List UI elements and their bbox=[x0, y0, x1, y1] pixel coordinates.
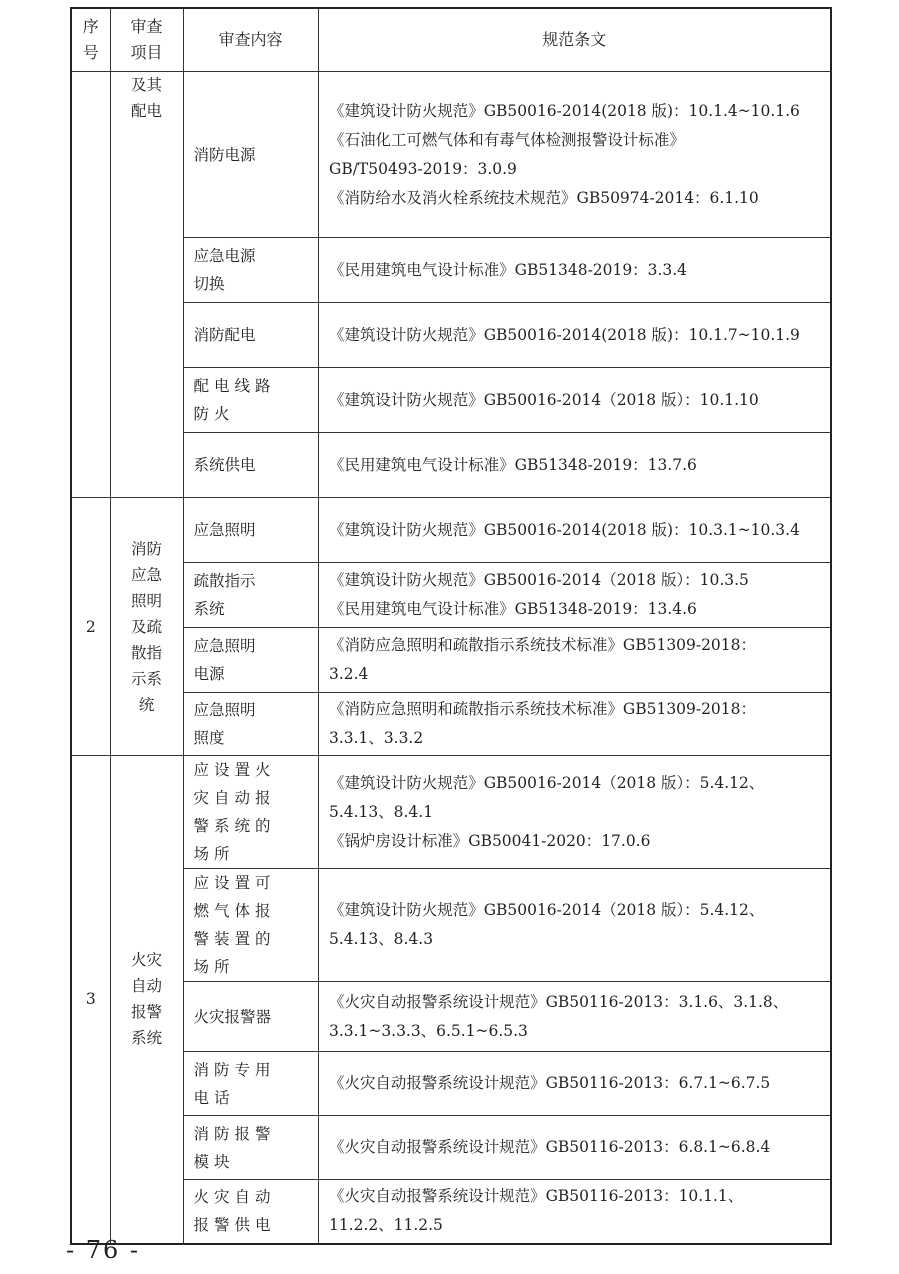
table-row bbox=[71, 982, 831, 1052]
reference-line: 《建筑设计防火规范》GB50016-2014（2018 版）：5.4.12、 bbox=[328, 901, 764, 919]
reference-line: 3.3.1、3.3.2 bbox=[328, 729, 423, 747]
review-item-text: 火灾自动报警供电 bbox=[193, 1188, 276, 1235]
review-item bbox=[183, 368, 318, 433]
section-index-text: 3 bbox=[85, 990, 96, 1009]
review-item bbox=[183, 72, 318, 238]
review-item-text: 消防专用电话 bbox=[193, 1060, 276, 1107]
reference-line: 《建筑设计防火规范》GB50016-2014（2018 版）：10.1.10 bbox=[328, 390, 759, 409]
reference-cell bbox=[318, 72, 831, 238]
review-item-text: 应设置可燃气体报警装置的场所 bbox=[193, 874, 276, 976]
table-row bbox=[71, 756, 831, 869]
table-header-row bbox=[71, 8, 831, 72]
reference-line: 11.2.2、11.2.5 bbox=[328, 1216, 443, 1235]
review-item bbox=[183, 693, 318, 756]
review-item bbox=[183, 1180, 318, 1244]
reference-cell bbox=[318, 869, 831, 982]
review-item-text: 应急照明 bbox=[193, 521, 256, 539]
reference-line: 《锅炉房设计标准》GB50041-2020：17.0.6 bbox=[328, 831, 650, 850]
reference-line: 《建筑设计防火规范》GB50016-2014(2018 版)：10.1.4~10.1.6 bbox=[328, 101, 800, 120]
reference-cell bbox=[318, 1052, 831, 1116]
section-index-text: 2 bbox=[85, 617, 96, 636]
reference-line: 《建筑设计防火规范》GB50016-2014(2018 版)：10.1.7~10.1.9 bbox=[328, 325, 800, 344]
reference-cell bbox=[318, 693, 831, 756]
reference-line: GB/T50493-2019：3.0.9 bbox=[328, 159, 517, 178]
reference-line: 《消防给水及消火栓系统技术规范》GB50974-2014：6.1.10 bbox=[328, 188, 759, 207]
reference-line: 《火灾自动报警系统设计规范》GB50116-2013：10.1.1、 bbox=[328, 1187, 743, 1206]
reference-line: 《民用建筑电气设计标准》GB51348-2019：3.3.4 bbox=[328, 260, 687, 279]
reference-line: 5.4.13、8.4.1 bbox=[328, 802, 433, 821]
section-project bbox=[110, 498, 183, 756]
table-row bbox=[71, 72, 831, 238]
review-item-text: 应设置火灾自动报警系统的场所 bbox=[193, 761, 276, 863]
reference-line: 《消防应急照明和疏散指示系统技术标准》GB51309-2018： bbox=[328, 636, 756, 654]
review-item-text: 应急照明照度 bbox=[193, 701, 256, 747]
review-item-text: 疏散指示系统 bbox=[193, 572, 256, 618]
reference-cell bbox=[318, 756, 831, 869]
review-item-text: 消防配电 bbox=[193, 326, 256, 344]
review-item bbox=[183, 1052, 318, 1116]
table-row bbox=[71, 498, 831, 563]
table-row bbox=[71, 433, 831, 498]
header-index: 序号 bbox=[71, 8, 110, 72]
reference-line: 《建筑设计防火规范》GB50016-2014（2018 版）：10.3.5 bbox=[328, 571, 749, 589]
review-table bbox=[70, 7, 832, 1245]
section-project-text: 及其配电 bbox=[130, 76, 162, 120]
section-project bbox=[110, 72, 183, 498]
section-project bbox=[110, 756, 183, 1244]
review-item bbox=[183, 433, 318, 498]
header-reference: 规范条文 bbox=[318, 8, 831, 72]
reference-line: 《火灾自动报警系统设计规范》GB50116-2013：6.8.1~6.8.4 bbox=[328, 1138, 770, 1156]
reference-line: 《民用建筑电气设计标准》GB51348-2019：13.4.6 bbox=[328, 600, 697, 618]
reference-cell bbox=[318, 498, 831, 563]
review-item-text: 消防电源 bbox=[193, 145, 256, 164]
review-item-text: 消防报警模块 bbox=[193, 1124, 276, 1171]
review-item bbox=[183, 498, 318, 563]
table-row bbox=[71, 869, 831, 982]
reference-cell bbox=[318, 982, 831, 1052]
table-row bbox=[71, 303, 831, 368]
reference-cell bbox=[318, 433, 831, 498]
reference-cell bbox=[318, 368, 831, 433]
reference-line: 《石油化工可燃气体和有毒气体检测报警设计标准》 bbox=[328, 130, 685, 149]
reference-line: 3.2.4 bbox=[328, 665, 368, 683]
page-number: - 76 - bbox=[66, 1236, 141, 1264]
table-row bbox=[71, 693, 831, 756]
review-item bbox=[183, 238, 318, 303]
reference-cell bbox=[318, 628, 831, 693]
table-row bbox=[71, 628, 831, 693]
review-item bbox=[183, 756, 318, 869]
table-row bbox=[71, 238, 831, 303]
reference-line: 《火灾自动报警系统设计规范》GB50116-2013：6.7.1~6.7.5 bbox=[328, 1074, 770, 1092]
review-item bbox=[183, 563, 318, 628]
review-item bbox=[183, 869, 318, 982]
header-project: 审查项目 bbox=[110, 8, 183, 72]
section-index bbox=[71, 498, 110, 756]
section-project-text: 消防应急照明及疏散指示系统 bbox=[130, 539, 162, 714]
review-item bbox=[183, 303, 318, 368]
section-index bbox=[71, 72, 110, 498]
table-row bbox=[71, 1052, 831, 1116]
review-item-text: 应急照明电源 bbox=[193, 637, 256, 683]
header-item: 审查内容 bbox=[183, 8, 318, 72]
reference-line: 3.3.1~3.3.3、6.5.1~6.5.3 bbox=[328, 1021, 528, 1040]
table-body bbox=[71, 72, 831, 1244]
review-item-text: 系统供电 bbox=[193, 456, 256, 474]
reference-line: 5.4.13、8.4.3 bbox=[328, 930, 433, 948]
table-row bbox=[71, 1180, 831, 1244]
reference-cell bbox=[318, 563, 831, 628]
reference-line: 《民用建筑电气设计标准》GB51348-2019：13.7.6 bbox=[328, 455, 697, 474]
reference-line: 《消防应急照明和疏散指示系统技术标准》GB51309-2018： bbox=[328, 700, 756, 718]
reference-line: 《火灾自动报警系统设计规范》GB50116-2013：3.1.6、3.1.8、 bbox=[328, 992, 788, 1011]
reference-line: 《建筑设计防火规范》GB50016-2014（2018 版）：5.4.12、 bbox=[328, 773, 764, 792]
review-item bbox=[183, 982, 318, 1052]
review-item-text: 配电线路防火 bbox=[193, 377, 276, 423]
review-item-text: 应急电源切换 bbox=[193, 247, 256, 293]
reference-cell bbox=[318, 1116, 831, 1180]
review-item bbox=[183, 628, 318, 693]
section-index bbox=[71, 756, 110, 1244]
reference-cell bbox=[318, 1180, 831, 1244]
review-item bbox=[183, 1116, 318, 1180]
reference-cell bbox=[318, 238, 831, 303]
section-project-text: 火灾自动报警系统 bbox=[130, 951, 162, 1048]
table-row bbox=[71, 368, 831, 433]
reference-cell bbox=[318, 303, 831, 368]
review-item-text: 火灾报警器 bbox=[193, 1007, 272, 1026]
table-row bbox=[71, 1116, 831, 1180]
reference-line: 《建筑设计防火规范》GB50016-2014(2018 版)：10.3.1~10.3.4 bbox=[328, 520, 800, 539]
table-row bbox=[71, 563, 831, 628]
